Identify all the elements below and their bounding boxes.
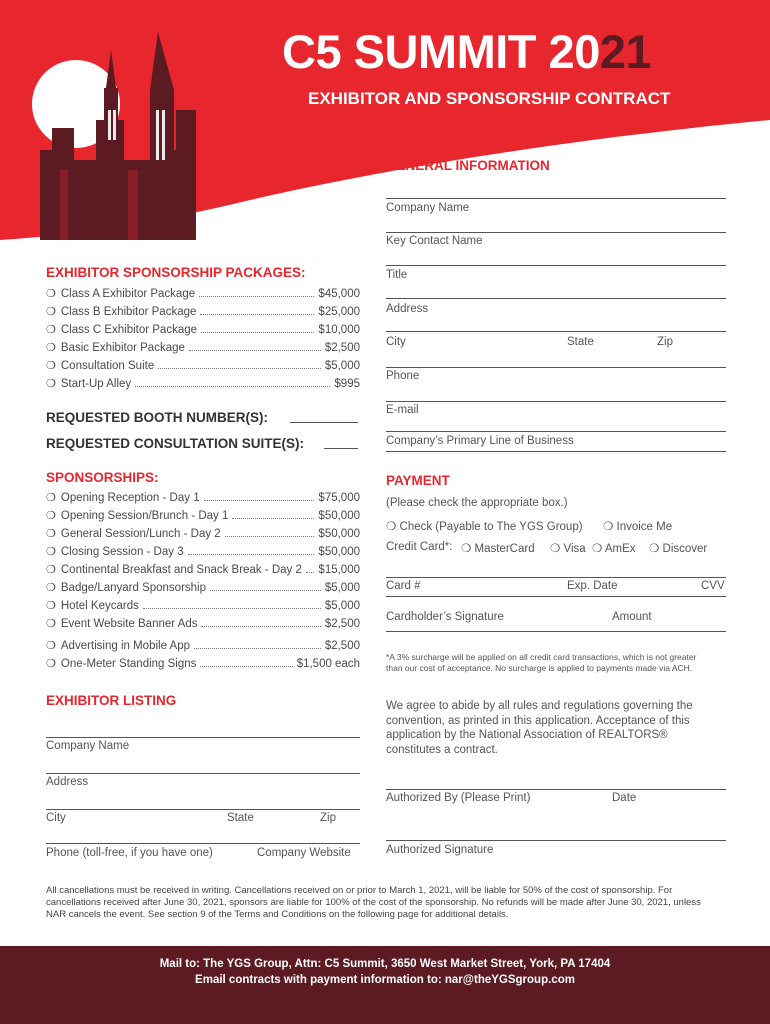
option-label: Badge/Lanyard Sponsorship [60,582,207,594]
checkbox-icon[interactable]: ❍ [603,521,614,533]
checkbox-icon[interactable]: ❍ [46,528,56,540]
event-title: C5 SUMMIT 2021 [282,25,652,78]
option-row[interactable] [46,338,360,354]
mail-to-address: Mail to: The YGS Group, Attn: C5 Summit, 3650 West Market Street, York, PA 17404 [159,958,611,970]
line-of-business-label: Company’s Primary Line of Business [386,435,574,447]
option-row[interactable] [46,542,360,558]
option-label: Closing Session - Day 3 [60,546,184,558]
option-row[interactable] [46,614,360,630]
agreement-text: We agree to abide by all rules and regulations governing the convention, as printed in this application. Acceptance of this application by the National Association of REALTORS® constitutes a contract. [386,700,693,756]
leader-dots [200,314,314,315]
amount-label: Amount [612,611,652,623]
leader-dots [306,572,315,573]
option-label: One-Meter Standing Signs [60,658,197,670]
option-price: $25,000 [318,306,360,318]
surcharge-note: *A 3% surcharge will be applied on all credit card transactions, which is not greater than our cost of acceptance. No surcharge is applied to payments made via ACH. [386,652,697,673]
leader-dots [189,350,321,351]
option-price: $50,000 [318,510,360,522]
option-row[interactable] [46,356,360,372]
option-label: Continental Breakfast and Snack Break - Day 2 [60,564,302,576]
checkbox-icon[interactable]: ❍ [46,546,56,558]
booth-number-field[interactable] [290,422,358,423]
option-row[interactable] [46,320,360,336]
phone-field[interactable] [386,401,726,402]
checkbox-icon[interactable]: ❍ [46,342,56,354]
checkbox-icon[interactable]: ❍ [46,360,56,372]
invoice-option[interactable]: ❍ Invoice Me [603,521,673,533]
authorized-by-field[interactable] [386,789,726,790]
leader-dots [135,386,330,387]
checkbox-icon[interactable]: ❍ [386,521,397,533]
card-number-label: Card # [386,580,421,592]
email-field[interactable] [386,431,726,432]
mastercard-option[interactable]: ❍ MasterCard [461,543,535,555]
option-price: $1,500 each [296,658,360,670]
company-name-field[interactable] [386,198,726,199]
leader-dots [232,518,314,519]
option-price: $2,500 [324,640,360,652]
option-price: $995 [334,378,360,390]
leader-dots [199,296,314,297]
address-field[interactable] [386,298,726,299]
discover-option[interactable]: ❍ Discover [649,543,708,555]
checkbox-icon[interactable]: ❍ [46,658,56,670]
general-info-heading: GENERAL INFORMATION [386,158,550,173]
option-label: Start-Up Alley [60,378,132,390]
leader-dots [201,626,320,627]
option-label: Advertising in Mobile App [60,640,191,652]
listing-zip-label: Zip [320,812,336,824]
consultation-suite-field[interactable] [324,448,358,449]
checkbox-icon[interactable]: ❍ [46,492,56,504]
phone-label: Phone [386,370,420,382]
option-price: $45,000 [318,288,360,300]
zip-label: Zip [657,336,673,348]
option-row[interactable] [46,560,360,576]
address-label: Address [386,303,429,315]
checkbox-icon[interactable]: ❍ [592,543,603,555]
option-price: $75,000 [318,492,360,504]
company-name-label: Company Name [386,202,470,214]
contract-subtitle: EXHIBITOR AND SPONSORSHIP CONTRACT [308,89,671,108]
option-price: $50,000 [318,528,360,540]
option-price: $2,500 [324,342,360,354]
footer-banner [0,946,770,1024]
option-price: $5,000 [324,582,360,594]
checkbox-icon[interactable]: ❍ [46,600,56,612]
option-row[interactable] [46,578,360,594]
option-label: Opening Reception - Day 1 [60,492,200,504]
option-label: Basic Exhibitor Package [60,342,185,354]
city-state-zip-field[interactable] [386,367,726,368]
option-label: Event Website Banner Ads [60,618,198,630]
exhibitor-listing-heading: EXHIBITOR LISTING [46,693,177,708]
option-price: $5,000 [324,600,360,612]
option-row[interactable] [46,524,360,540]
checkbox-icon[interactable]: ❍ [46,324,56,336]
line-of-business-field[interactable] [386,451,726,452]
option-label: Class B Exhibitor Package [60,306,197,318]
title-field[interactable] [386,265,726,266]
credit-card-label: Credit Card*: [386,541,453,553]
option-row[interactable] [46,302,360,318]
option-price: $50,000 [318,546,360,558]
listing-company-name-label: Company Name [46,740,130,752]
card-number-field[interactable] [386,596,726,597]
leader-dots [158,368,321,369]
authorized-signature-label: Authorized Signature [386,844,494,856]
title-label: Title [386,269,408,281]
consultation-suite-label: REQUESTED CONSULTATION SUITE(S): [46,436,304,451]
checkbox-icon[interactable]: ❍ [46,510,56,522]
leader-dots [188,554,315,555]
listing-state-label: State [227,812,254,824]
visa-option[interactable]: ❍ Visa [550,543,586,555]
key-contact-label: Key Contact Name [386,235,483,247]
listing-address-field[interactable] [46,773,360,774]
checkbox-icon[interactable]: ❍ [649,543,660,555]
option-price: $10,000 [318,324,360,336]
cancellation-policy: All cancellations must be received in writing. Cancellations received on or prior to March 1, 2021, will be liable for 50% of the cost of sponsorship. For cancellations received after June 30, 2021, sponsors are liable for 100% of the cost of the sponsorship. No refunds will be made after June 30, 2021, unless NAR cancels the event. See section 9 of the Terms and Conditions on the following page for additional details. [46,885,701,920]
checkbox-icon[interactable]: ❍ [550,543,561,555]
leader-dots [204,500,315,501]
checkbox-icon[interactable]: ❍ [46,618,56,630]
email-label: E-mail [386,404,419,416]
checkbox-icon[interactable]: ❍ [46,378,56,390]
listing-address-label: Address [46,776,89,788]
key-contact-field[interactable] [386,232,726,233]
city-field[interactable] [386,331,726,332]
exp-date-label: Exp. Date [567,580,618,592]
option-row[interactable] [46,488,360,504]
option-row[interactable] [46,596,360,612]
authorized-signature-field[interactable] [386,840,726,841]
checkbox-icon[interactable]: ❍ [46,306,56,318]
option-label: Consultation Suite [60,360,155,372]
listing-phone-label: Phone (toll-free, if you have one) [46,847,213,859]
listing-city-field[interactable] [46,809,360,810]
booth-number-label: REQUESTED BOOTH NUMBER(S): [46,410,268,425]
credit-card-field[interactable] [386,577,726,578]
leader-dots [201,332,314,333]
checkbox-icon[interactable]: ❍ [46,582,56,594]
state-label: State [567,336,594,348]
payment-heading: PAYMENT [386,473,450,488]
leader-dots [225,536,315,537]
sponsorships-heading: SPONSORSHIPS: [46,470,159,485]
cvv-label: CVV [701,580,725,592]
option-price: $2,500 [324,618,360,630]
listing-city-label: City [46,812,66,824]
leader-dots [200,666,292,667]
option-label: Class C Exhibitor Package [60,324,198,336]
leader-dots [194,648,321,649]
option-row[interactable] [46,636,360,652]
option-price: $15,000 [318,564,360,576]
option-label: Hotel Keycards [60,600,139,612]
listing-website-label: Company Website [257,847,351,859]
payment-instruction: (Please check the appropriate box.) [386,497,568,509]
packages-heading: EXHIBITOR SPONSORSHIP PACKAGES: [46,265,306,280]
authorized-by-label: Authorized By (Please Print) [386,792,531,804]
city-label: City [386,336,406,348]
option-label: General Session/Lunch - Day 2 [60,528,221,540]
checkbox-icon[interactable]: ❍ [46,288,56,300]
listing-phone-field[interactable] [46,843,360,844]
leader-dots [210,590,321,591]
option-label: Class A Exhibitor Package [60,288,196,300]
checkbox-icon[interactable]: ❍ [46,640,56,652]
date-label: Date [612,792,637,804]
leader-dots [143,608,321,609]
option-row[interactable] [46,374,360,390]
option-label: Opening Session/Brunch - Day 1 [60,510,229,522]
checkbox-icon[interactable]: ❍ [46,564,56,576]
amex-option[interactable]: ❍ AmEx [592,543,636,555]
cardholder-signature-label: Cardholder’s Signature [386,611,504,623]
option-row[interactable] [46,284,360,300]
option-row[interactable] [46,506,360,522]
email-instructions: Email contracts with payment information to: nar@theYGSgroup.com [195,974,575,986]
listing-company-name-field[interactable] [46,737,360,738]
option-price: $5,000 [324,360,360,372]
signature-field[interactable] [386,631,726,632]
option-row[interactable] [46,654,360,670]
checkbox-icon[interactable]: ❍ [461,543,472,555]
check-option[interactable]: ❍ Check (Payable to The YGS Group) [386,521,583,533]
